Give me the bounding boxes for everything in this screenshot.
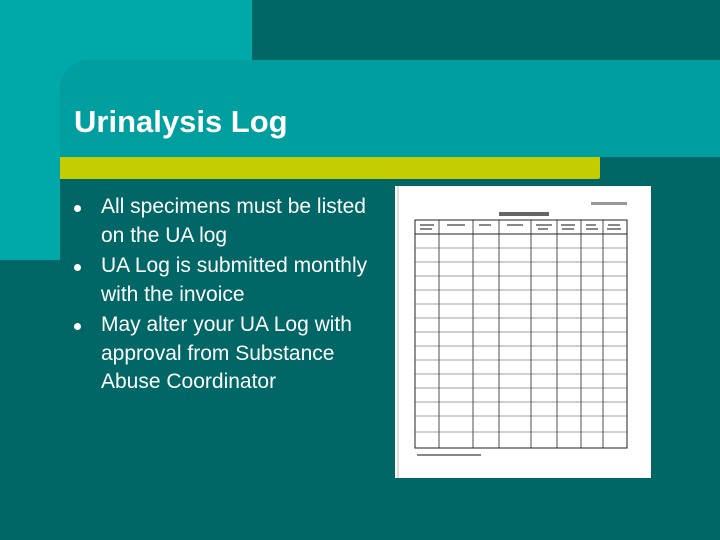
bullet-dot-icon — [74, 264, 81, 271]
bullet-item — [74, 311, 394, 397]
title-rule-bar — [60, 157, 600, 179]
slide-title: Urinalysis Log — [74, 104, 288, 139]
bullet-dot-icon — [74, 205, 81, 212]
bullet-text: UA Log is submitted monthly with the invoice — [101, 254, 368, 306]
ua-log-form-image — [395, 186, 651, 478]
bullet-text: May alter your UA Log with approval from Substance Abuse Coordinator — [101, 313, 352, 393]
bullet-list — [74, 193, 394, 399]
bullet-dot-icon — [74, 323, 81, 330]
bullet-item — [74, 193, 394, 250]
ua-log-form-scan — [395, 186, 651, 478]
bullet-item — [74, 252, 394, 309]
bullet-text: All specimens must be listed on the UA log — [101, 195, 366, 247]
title-band — [60, 60, 720, 157]
slide-card — [60, 60, 720, 540]
